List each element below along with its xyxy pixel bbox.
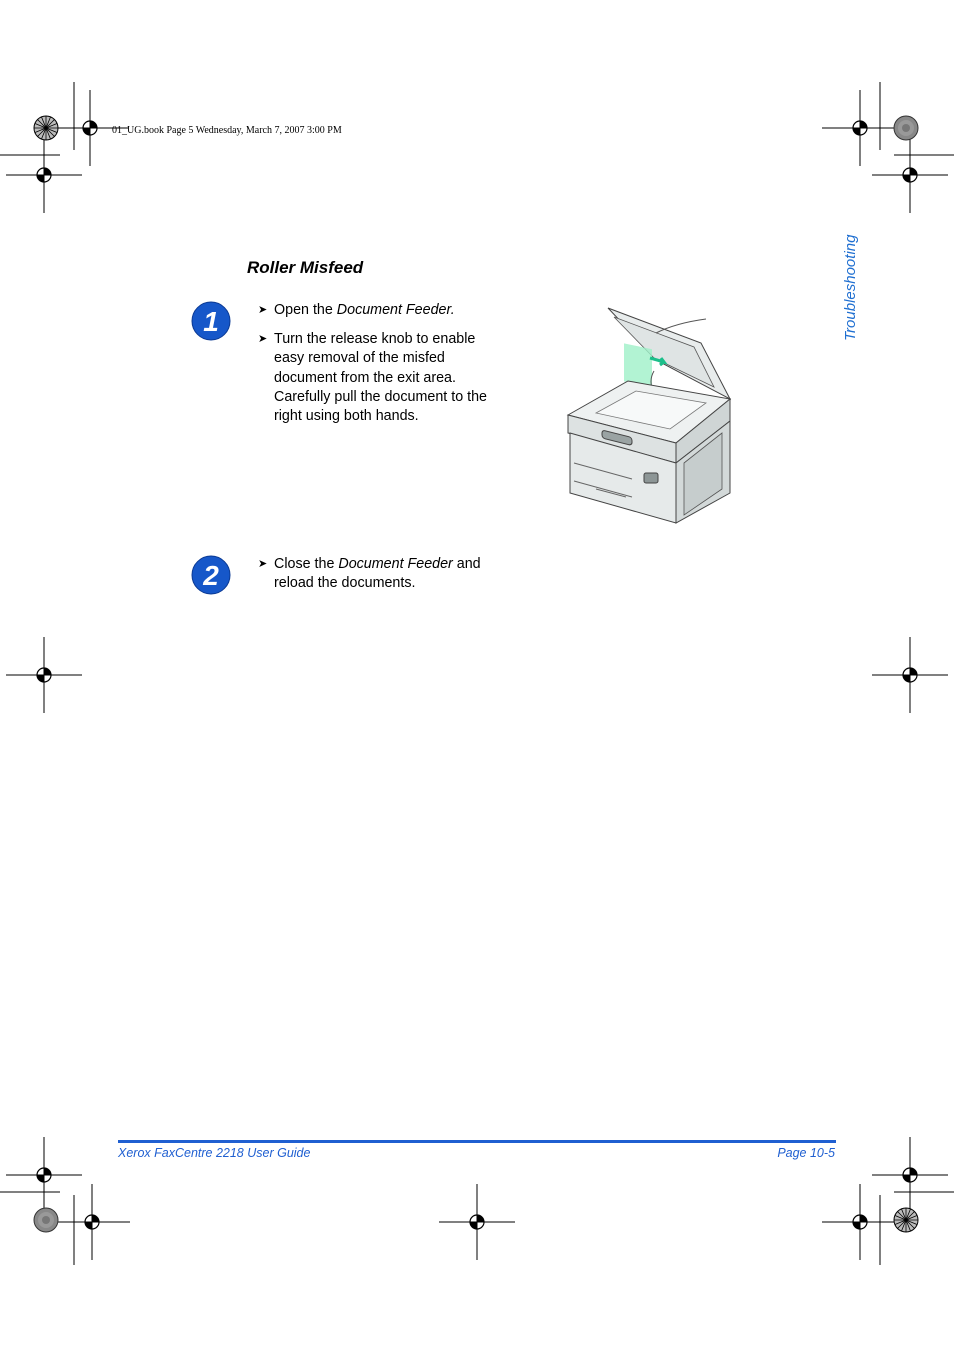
step-1-instructions [258, 301, 498, 436]
footer-page-number: Page 10-5 [777, 1146, 835, 1160]
arrowhead-bullet-icon: ➤ [258, 558, 268, 570]
step-1-badge [190, 300, 232, 342]
list-item: ➤ Open the Document Feeder. [258, 301, 498, 320]
list-item: ➤ Close the Document Feeder and reload the documents. [258, 556, 481, 592]
arrowhead-bullet-icon: ➤ [258, 304, 268, 316]
arrowhead-bullet-icon: ➤ [258, 333, 268, 346]
printer-illustration [566, 303, 736, 525]
footer-rule [118, 1140, 836, 1143]
section-tab [836, 225, 876, 345]
list-item: ➤ Turn the release knob to enable easy removal of the misfed document from the exit area. Carefully pull the document to the right using both hands. [258, 331, 487, 425]
section-tab-label: Troubleshooting [842, 234, 859, 341]
step-1-number: 1 [203, 306, 219, 337]
step-2-badge [190, 554, 232, 596]
step-2-instructions [258, 555, 498, 603]
footer-guide-title: Xerox FaxCentre 2218 User Guide [118, 1146, 311, 1160]
book-slug-line: 01_UG.book Page 5 Wednesday, March 7, 2007 3:00 PM [112, 125, 342, 136]
section-heading: Roller Misfeed [247, 258, 364, 277]
step-2-number: 2 [203, 560, 219, 591]
